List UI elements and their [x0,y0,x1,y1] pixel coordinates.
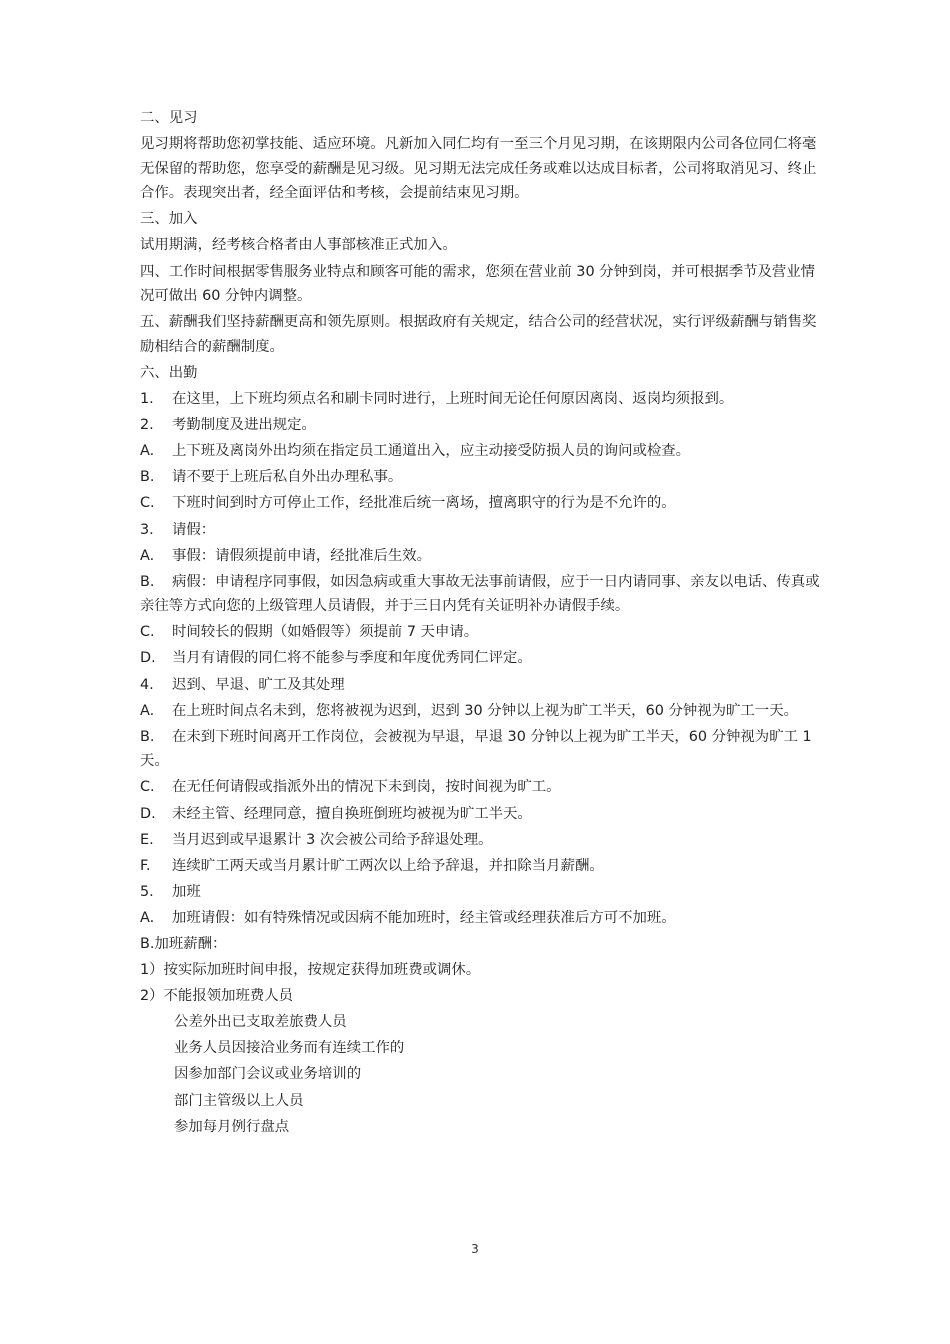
list-marker: F. [140,857,151,874]
list-marker: E. [140,831,154,848]
paragraph-text: 连续旷工两天或当月累计旷工两次以上给予辞退，并扣除当月薪酬。 [172,857,604,874]
paragraph-text: 当月迟到或早退累计 3 次会被公司给予辞退处理。 [172,831,493,848]
list-marker: 4. [140,676,154,693]
paragraph-text: 加班 [172,883,201,900]
paragraph-text: 三、加入 [140,211,198,228]
paragraph-text: B.加班薪酬： [140,936,227,952]
paragraph-line [140,260,820,309]
paragraph-text: 迟到、早退、旷工及其处理 [172,676,345,693]
paragraph-line [140,413,820,438]
paragraph-text: 请不要于上班后私自外出办理私事。 [172,469,403,486]
list-marker: C. [140,624,155,641]
document-body [140,106,820,1141]
paragraph-text: 见习期将帮助您初掌技能、适应环境。凡新加入同仁均有一至三个月见习期，在该期限内公司各位同仁将毫无保留的帮助您，您享受的薪酬是见习级。见习期无法完成任务或难以达成目标者，公司将取消见习、终止合作。表现突出者，经全面评估和考核，会提前结束见习期。 [140,136,817,202]
paragraph-line [140,106,820,131]
paragraph-line [140,828,820,853]
paragraph-line [140,570,820,619]
list-marker: A. [140,547,155,564]
paragraph-line [140,620,820,645]
paragraph-line [140,518,820,543]
paragraph-text: 加班请假：如有特殊情况或因病不能加班时，经主管或经理获准后方可不加班。 [172,909,676,926]
paragraph-line [140,646,820,671]
paragraph-text: 上下班及离岗外出均须在指定员工通道出入，应主动接受防损人员的询问或检查。 [172,443,691,460]
paragraph-text: 未经主管、经理同意，擅自换班倒班均被视为旷工半天。 [172,805,532,822]
list-marker: 3. [140,521,154,538]
indented-list-item: 因参加部门会议或业务培训的 [174,1066,362,1083]
list-marker: 5. [140,883,154,900]
paragraph-line [140,132,820,206]
list-marker: A. [140,443,155,460]
list-marker: B. [140,469,155,486]
paragraph-line [140,802,820,827]
paragraph-text: 试用期满，经考核合格者由人事部核准正式加入。 [140,237,457,254]
paragraph-line [140,984,820,1009]
list-marker: 1. [140,391,154,408]
list-marker: C. [140,779,155,796]
indented-list-item: 部门主管级以上人员 [174,1092,304,1109]
paragraph-text: 当月有请假的同仁将不能参与季度和年度优秀同仁评定。 [172,650,532,667]
page-number: 3 [471,1242,479,1256]
indented-list-item: 业务人员因接洽业务而有连续工作的 [174,1040,405,1057]
paragraph-text: 在这里，上下班均须点名和刷卡同时进行，上班时间无论任何原因离岗、返岗均须报到。 [172,391,734,408]
paragraph-line [140,880,820,905]
paragraph-line [140,465,820,490]
paragraph-line [140,775,820,800]
indented-list-item: 参加每月例行盘点 [174,1118,290,1135]
paragraph-line [140,544,820,569]
paragraph-text: 下班时间到时方可停止工作，经批准后统一离场，擅离职守的行为是不允许的。 [172,495,676,512]
paragraph-line [140,207,820,232]
paragraph-text: 在无任何请假或指派外出的情况下未到岗，按时间视为旷工。 [172,779,561,796]
list-marker: B. [140,573,155,590]
paragraph-line [140,932,820,957]
paragraph-text: 1）按实际加班时间申报，按规定获得加班费或调休。 [140,962,481,979]
paragraph-text: 六、出勤 [140,364,198,381]
paragraph-line [140,491,820,516]
list-marker: D. [140,805,156,822]
paragraph-line [140,725,820,774]
paragraph-text: 事假：请假须提前申请，经批准后生效。 [172,547,432,564]
paragraph-text: 考勤制度及进出规定。 [172,417,316,434]
list-marker: B. [140,728,155,745]
paragraph-line [140,387,820,412]
indented-list-item: 公差外出已支取差旅费人员 [174,1014,347,1031]
paragraph-text: 请假： [172,521,216,538]
paragraph-line [140,699,820,724]
paragraph-text: 在未到下班时间离开工作岗位，会被视为早退，早退 30 分钟以上视为旷工半天，60 分钟视为旷工 1 天。 [140,728,812,770]
paragraph-line [140,673,820,698]
paragraph-line [140,854,820,879]
paragraph-line [140,310,820,359]
paragraph-text: 五、薪酬我们坚持薪酬更高和领先原则。根据政府有关规定，结合公司的经营状况，实行评级薪酬与销售奖励相结合的薪酬制度。 [140,314,817,355]
list-marker: D. [140,650,156,667]
paragraph-text: 2）不能报领加班费人员 [140,988,294,1005]
paragraph-line [140,958,820,983]
list-marker: 2. [140,417,154,434]
paragraph-text: 时间较长的假期（如婚假等）须提前 7 天申请。 [172,624,479,641]
list-marker: A. [140,909,155,926]
paragraph-line [140,233,820,258]
paragraph-text: 病假：申请程序同事假，如因急病或重大事故无法事前请假，应于一日内请同事、亲友以电话、传真或亲往等方式向您的上级管理人员请假，并于三日内凭有关证明补办请假手续。 [140,573,820,615]
list-marker: A. [140,702,155,719]
paragraph-line [140,361,820,386]
paragraph-text: 在上班时间点名未到，您将被视为迟到，迟到 30 分钟以上视为旷工半天，60 分钟视为旷工一天。 [172,702,798,719]
list-marker: C. [140,495,155,512]
paragraph-line [140,906,820,931]
paragraph-text: 四、工作时间根据零售服务业特点和顾客可能的需求，您须在营业前 30 分钟到岗，并可根据季节及营业情况可做出 60 分钟内调整。 [140,263,816,305]
paragraph-text: 二、见习 [140,110,198,126]
paragraph-line [140,439,820,464]
